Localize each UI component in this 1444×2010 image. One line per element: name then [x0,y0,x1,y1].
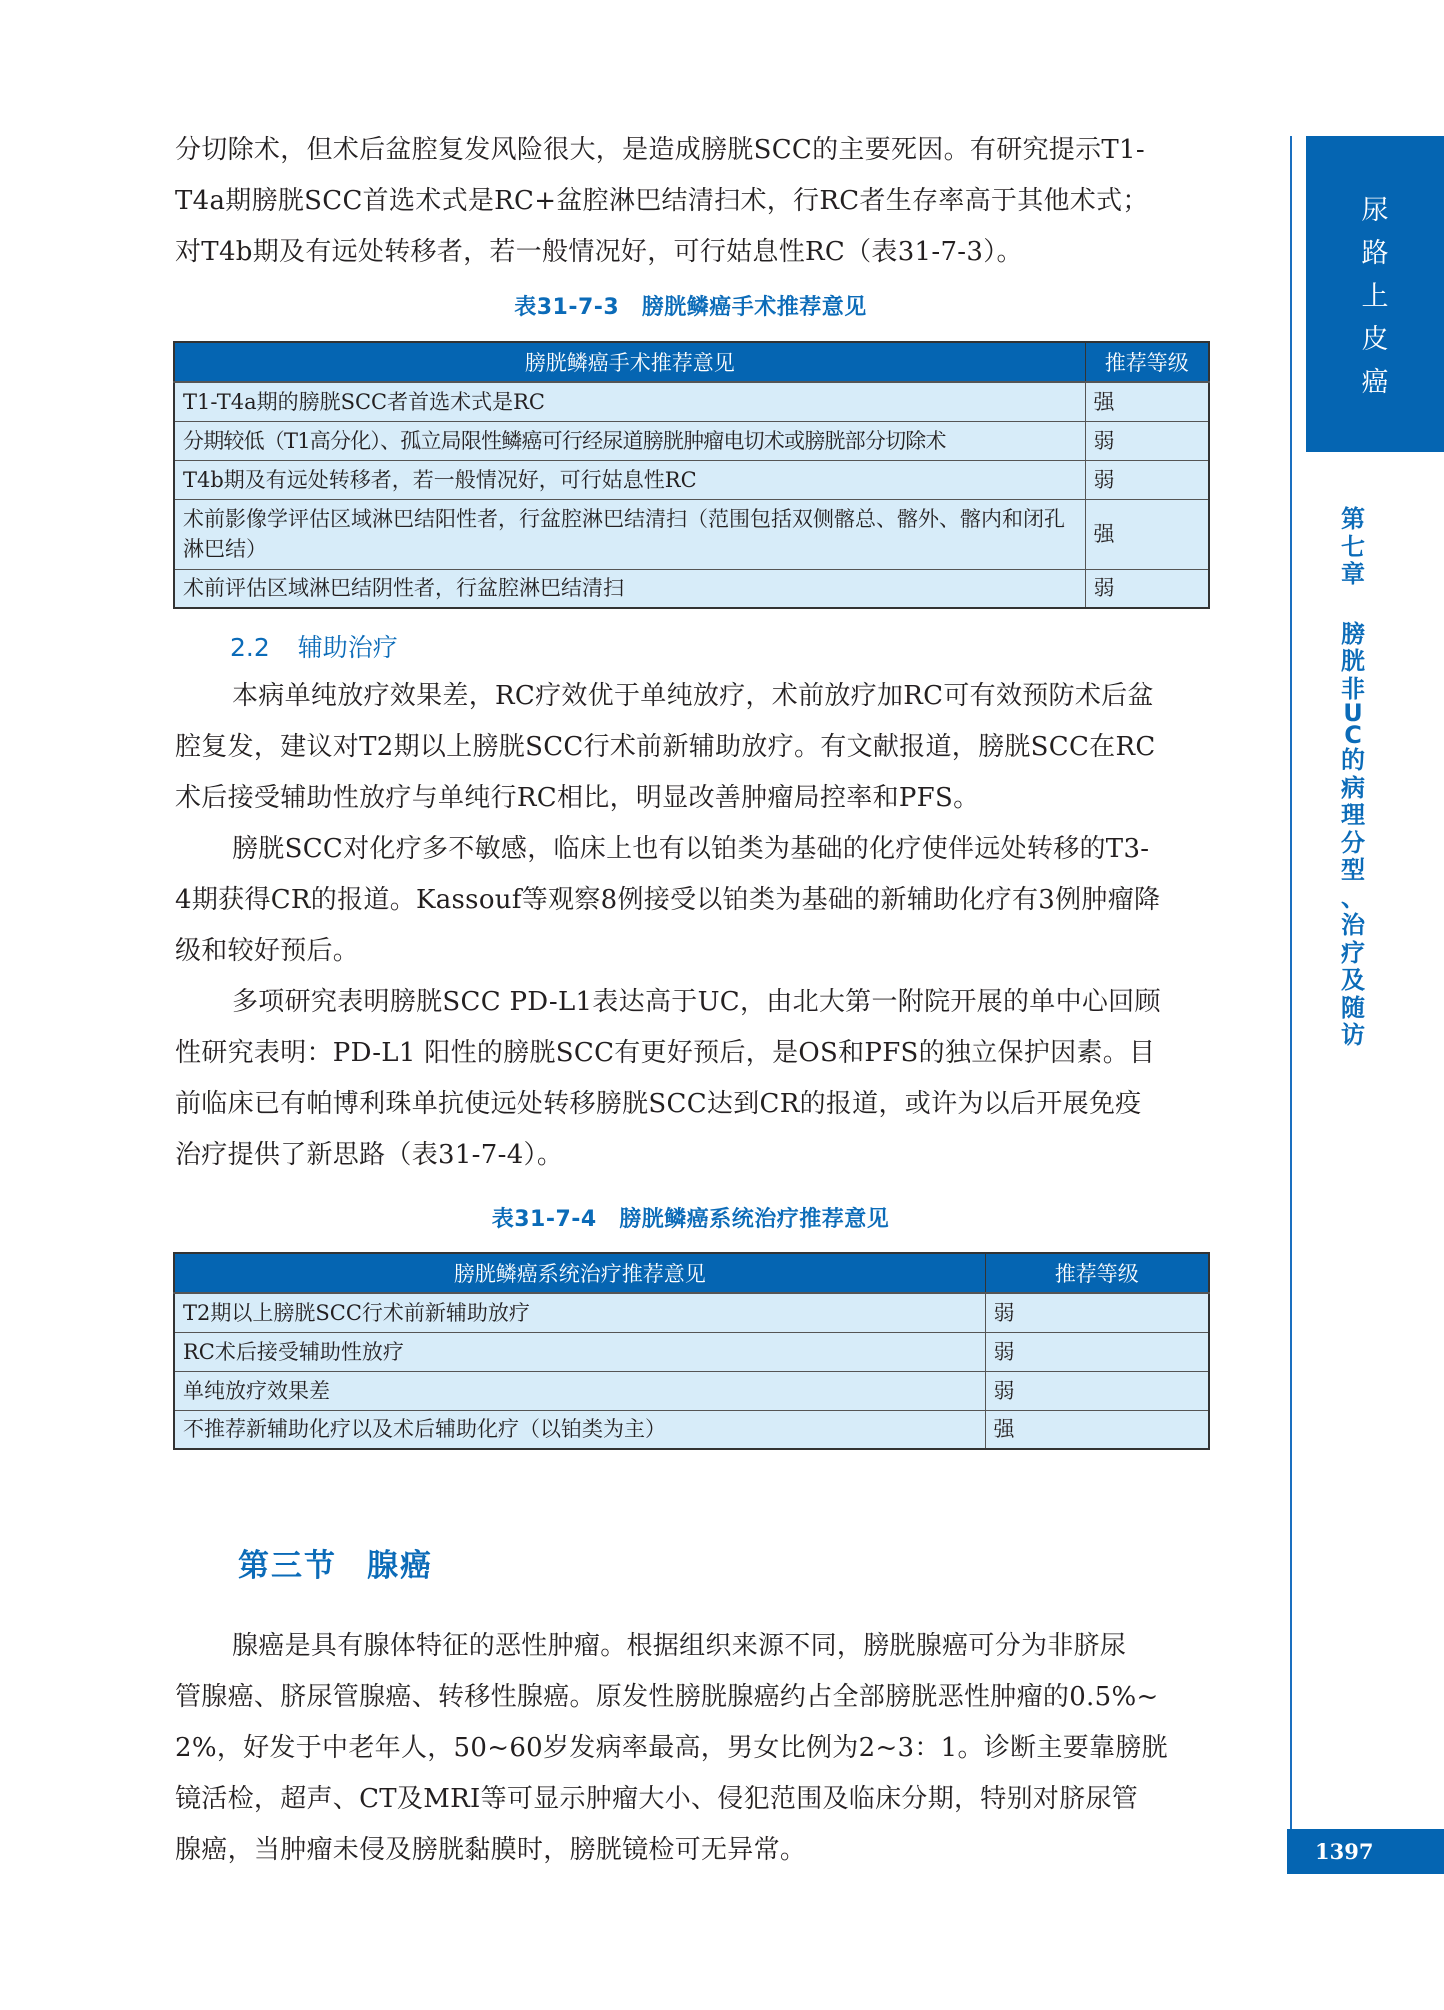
chapter-title-char: 治 [1341,910,1365,939]
text-line: T4a期膀胱SCC首选术式是RC+盆腔淋巴结清扫术，行RC者生存率高于其他术式； [175,186,1149,216]
text-line: 术后接受辅助性放疗与单纯行RC相比，明显改善肿瘤局控率和PFS。 [175,783,980,813]
recommendation-cell: 术前影像学评估区域淋巴结阳性者，行盆腔淋巴结清扫（范围包括双侧髂总、髂外、髂内和闭孔淋巴结） [174,499,1085,569]
surgery-recommendation-table [173,341,1210,609]
grade-cell: 弱 [985,1293,1209,1332]
grade-cell: 强 [1085,382,1209,421]
text-line: 4期获得CR的报道。Kassouf等观察8例接受以铂类为基础的新辅助化疗有3例肿瘤降 [175,885,1161,915]
table-header-row [174,342,1209,382]
adjuvant-paragraph-2 [175,824,1209,977]
section-title: 腺癌 [367,1548,433,1584]
chapter-title-char: 分 [1341,827,1365,857]
chapter-label-char: 第 [1341,504,1365,533]
subsection-heading [230,628,398,664]
recommendation-cell: 单纯放疗效果差 [174,1371,985,1410]
column-header-recommendation: 膀胱鳞癌手术推荐意见 [174,342,1085,382]
recommendation-cell: T2期以上膀胱SCC行术前新辅助放疗 [174,1293,985,1332]
intro-paragraph [175,125,1209,278]
subsection-title: 辅助治疗 [297,633,398,662]
chapter-label-char: 七 [1341,531,1365,561]
recommendation-cell: 不推荐新辅助化疗以及术后辅助化疗（以铂类为主） [174,1410,985,1449]
subsection-number: 2.2 [230,633,270,662]
table-caption: 表31-7-4 膀胱鳞癌系统治疗推荐意见 [491,1207,890,1232]
recommendation-cell: T1-T4a期的膀胱SCC者首选术式是RC [174,382,1085,421]
text-line: 膀胱SCC对化疗多不敏感，临床上也有以铂类为基础的化疗使伴远处转移的T3- [232,834,1150,864]
text-line: 腔复发，建议对T2期以上膀胱SCC行术前新辅助放疗。有文献报道，膀胱SCC在RC [175,732,1156,762]
column-header-recommendation: 膀胱鳞癌系统治疗推荐意见 [174,1253,985,1293]
text-line: 2%，好发于中老年人，50~60岁发病率最高，男女比例为2~3：1。诊断主要靠膀胱 [175,1733,1168,1763]
section-number: 第三节 [238,1548,337,1584]
text-line: 腺癌是具有腺体特征的恶性肿瘤。根据组织来源不同，膀胱腺癌可分为非脐尿 [232,1631,1127,1661]
table-caption: 表31-7-3 膀胱鳞癌手术推荐意见 [514,295,867,320]
text-line: 本病单纯放疗效果差，RC疗效优于单纯放疗，术前放疗加RC可有效预防术后盆 [232,681,1154,711]
grade-cell: 强 [1085,499,1209,569]
chapter-running-title [1333,505,1373,1049]
grade-cell: 强 [985,1410,1209,1449]
table-row [174,1293,1209,1332]
part-title-char: 癌 [1361,367,1389,398]
part-title-char: 皮 [1361,324,1389,355]
chapter-title-char: 随 [1341,992,1365,1022]
chapter-title-char: 膀 [1341,618,1365,648]
adjuvant-paragraph-1 [175,671,1209,824]
adjuvant-paragraph-3 [175,977,1209,1181]
chapter-title-char: 疗 [1341,937,1365,967]
chapter-title-char: 的 [1341,745,1365,774]
chapter-title-char: 访 [1341,1020,1365,1049]
margin-rule [1290,136,1292,1874]
column-header-grade: 推荐等级 [985,1253,1209,1293]
recommendation-cell: 术前评估区域淋巴结阴性者，行盆腔淋巴结清扫 [174,569,1085,608]
chapter-title-char: 病 [1341,772,1365,802]
recommendation-cell: RC术后接受辅助性放疗 [174,1332,985,1371]
chapter-title-char: 型 [1341,855,1365,884]
systemic-therapy-recommendation-table [173,1252,1210,1450]
grade-cell: 弱 [1085,569,1209,608]
text-line: 级和较好预后。 [175,936,360,966]
chapter-title-char: U [1343,699,1363,727]
table-header-row [174,1253,1209,1293]
column-header-grade: 推荐等级 [1085,342,1209,382]
grade-cell: 弱 [985,1371,1209,1410]
text-line: 对T4b期及有远处转移者，若一般情况好，可行姑息性RC（表31-7-3）。 [175,237,1023,267]
table-row [174,1371,1209,1410]
recommendation-cell: 分期较低（T1高分化）、孤立局限性鳞癌可行经尿道膀胱肿瘤电切术或膀胱部分切除术 [174,421,1085,460]
table-row [174,1410,1209,1449]
part-title-char: 尿 [1361,195,1389,226]
grade-cell: 弱 [1085,460,1209,499]
chapter-title-char: 、 [1341,882,1365,912]
chapter-title-char: C [1344,721,1362,749]
table-row [174,421,1209,460]
grade-cell: 弱 [985,1332,1209,1371]
section-heading [238,1540,433,1585]
table-row [174,569,1209,608]
grade-cell: 弱 [1085,421,1209,460]
table-row [174,382,1209,421]
recommendation-cell: T4b期及有远处转移者，若一般情况好，可行姑息性RC [174,460,1085,499]
part-title-tab [1306,136,1444,452]
chapter-label-char: 章 [1341,559,1365,588]
chapter-title-char: 及 [1341,965,1365,994]
part-title-char: 路 [1361,238,1389,269]
text-line: 分切除术，但术后盆腔复发风险很大，是造成膀胱SCC的主要死因。有研究提示T1- [175,135,1145,165]
spacer [1333,588,1373,620]
chapter-title-char: 非 [1341,673,1365,703]
chapter-title-char: 胱 [1341,646,1365,675]
text-line: 多项研究表明膀胱SCC PD-L1表达高于UC，由北大第一附院开展的单中心回顾 [232,987,1161,1017]
chapter-title-char: 理 [1341,800,1365,829]
text-line: 管腺癌、脐尿管腺癌、转移性腺癌。原发性膀胱腺癌约占全部膀胱恶性肿瘤的0.5%~ [175,1682,1159,1712]
text-line: 前临床已有帕博利珠单抗使远处转移膀胱SCC达到CR的报道，或许为以后开展免疫 [175,1089,1142,1119]
table-row [174,460,1209,499]
adenocarcinoma-paragraph [175,1621,1209,1876]
text-line: 镜活检，超声、CT及MRI等可显示肿瘤大小、侵犯范围及临床分期，特别对脐尿管 [175,1784,1139,1814]
table-row [174,1332,1209,1371]
text-line: 腺癌，当肿瘤未侵及膀胱黏膜时，膀胱镜检可无异常。 [175,1835,807,1865]
table-row [174,499,1209,569]
text-line: 性研究表明：PD-L1 阳性的膀胱SCC有更好预后，是OS和PFS的独立保护因素。目 [175,1038,1156,1068]
part-title-char: 上 [1361,281,1389,312]
page-number: 1397 [1287,1829,1444,1874]
text-line: 治疗提供了新思路（表31-7-4）。 [175,1140,564,1170]
